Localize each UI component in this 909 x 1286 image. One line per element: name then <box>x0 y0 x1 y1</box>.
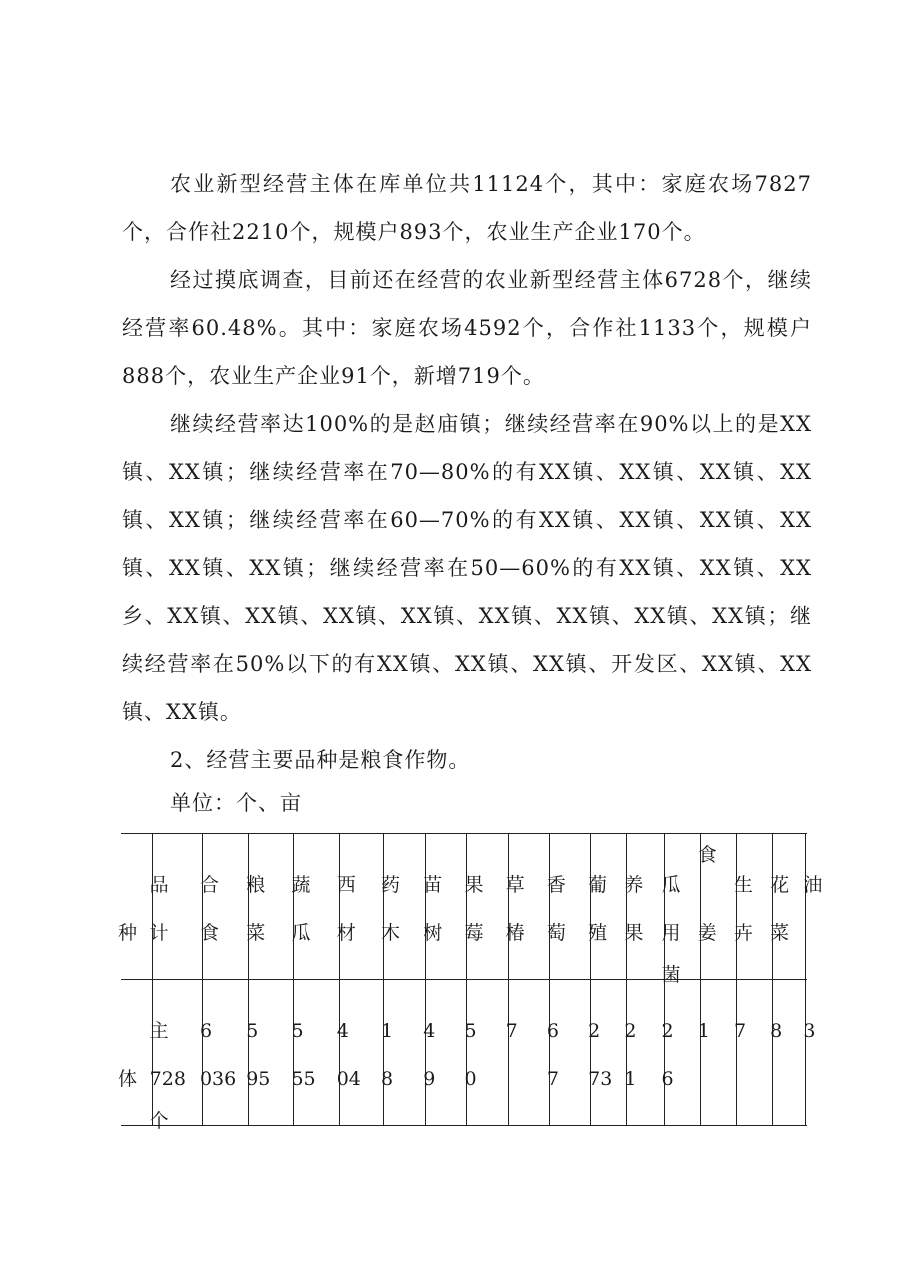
header-text: 养 <box>624 874 644 896</box>
paragraph-continuation-rates: 继续经营率达100%的是赵庙镇；继续经营率在90%以上的是XX镇、XX镇；继续经营率在70—80%的有XX镇、XX镇、XX镇、XX镇、XX镇；继续经营率在60—70%的有XX镇、XX镇、XX镇、XX镇、XX镇、XX镇；继续经营率在50—60%的有XX镇、XX镇、XX乡、XX镇、XX镇、XX镇、XX镇、XX镇、XX镇、XX镇、XX镇；继续经营率在50%以下的有XX镇、XX镇、XX镇、开发区、XX镇、XX镇、XX镇。 <box>122 412 812 724</box>
variety-statistics-table <box>118 833 823 1132</box>
header-cell <box>661 834 700 986</box>
header-text: 西 <box>336 874 356 896</box>
section-heading-main-varieties: 2、经营主要品种是粮食作物。 <box>170 748 471 772</box>
value-cell <box>246 980 294 1126</box>
value-text: 6 <box>199 1020 213 1042</box>
header-text: 食 <box>199 922 219 944</box>
value-text: 8 <box>380 1068 394 1090</box>
value-text: 04 <box>336 1068 361 1090</box>
header-text: 药 <box>380 874 400 896</box>
header-text: 萄 <box>546 922 566 944</box>
value-cell <box>464 980 508 1126</box>
header-cell <box>803 834 823 980</box>
header-text: 葡 <box>588 874 608 896</box>
header-cell <box>624 834 664 980</box>
header-text: 生 <box>733 874 753 896</box>
header-text: 油 <box>803 874 823 896</box>
header-cell <box>770 834 806 980</box>
header-cell <box>380 834 425 980</box>
value-text: 体 <box>118 1068 138 1090</box>
table-value-row <box>121 980 807 1126</box>
value-text: 5 <box>464 1020 477 1042</box>
header-text: 种 <box>118 922 138 944</box>
header-text: 姜 <box>697 922 717 944</box>
header-text: 树 <box>423 922 443 944</box>
value-text: 主 <box>149 1020 169 1042</box>
header-text: 食 <box>697 844 717 866</box>
header-cell <box>697 834 736 980</box>
header-text: 木 <box>380 922 400 944</box>
header-cell <box>199 834 248 980</box>
value-text: 95 <box>246 1068 271 1090</box>
value-text: 1 <box>624 1068 637 1090</box>
value-cell <box>803 980 816 1126</box>
header-cell <box>733 834 772 980</box>
value-text: 8 <box>770 1020 783 1042</box>
value-text: 4 <box>336 1020 349 1042</box>
value-text: 个 <box>149 1110 169 1132</box>
value-cell <box>505 980 549 1126</box>
header-cell <box>291 834 339 980</box>
value-cell <box>118 980 152 1126</box>
value-cell <box>336 980 383 1126</box>
header-text: 瓜 <box>291 922 311 944</box>
header-cell <box>118 834 152 980</box>
header-cell <box>505 834 549 980</box>
value-text: 2 <box>661 1020 674 1042</box>
header-text: 苗 <box>423 874 443 896</box>
value-cell <box>624 980 664 1126</box>
value-text: 5 <box>246 1020 259 1042</box>
paragraph-stock-units: 农业新型经营主体在库单位共11124个，其中：家庭农场7827个，合作社2210个，规模户893个，农业生产企业170个。 <box>122 172 812 244</box>
header-text: 花 <box>770 874 790 896</box>
value-text: 55 <box>291 1068 316 1090</box>
value-text: 6 <box>546 1020 559 1042</box>
value-text: 9 <box>423 1068 436 1090</box>
value-cell <box>661 980 700 1126</box>
header-cell <box>246 834 294 980</box>
header-cell <box>149 834 202 980</box>
value-text: 6 <box>661 1068 674 1090</box>
value-text: 4 <box>423 1020 436 1042</box>
paragraph-survey-result: 经过摸底调查，目前还在经营的农业新型经营主体6728个，继续经营率60.48%。其中：家庭农场4592个，合作社1133个，规模户888个，农业生产企业91个，新增719个。 <box>122 268 812 388</box>
value-text: 7 <box>546 1068 559 1090</box>
header-text: 香 <box>546 874 566 896</box>
header-text: 计 <box>149 922 169 944</box>
value-text: 036 <box>199 1068 237 1090</box>
header-text: 菜 <box>770 922 790 944</box>
value-cell <box>149 980 202 1132</box>
table-header-row <box>121 834 807 980</box>
header-text: 用 <box>661 922 681 944</box>
value-text: 5 <box>291 1020 304 1042</box>
header-cell <box>464 834 508 980</box>
header-text: 合 <box>199 874 219 896</box>
header-text: 粮 <box>246 874 266 896</box>
header-text: 卉 <box>733 922 753 944</box>
header-text: 瓜 <box>661 874 681 896</box>
header-text: 草 <box>505 874 525 896</box>
value-text: 1 <box>697 1020 710 1042</box>
header-cell <box>588 834 627 980</box>
value-text: 2 <box>588 1020 601 1042</box>
value-text: 7 <box>733 1020 747 1042</box>
value-text: 73 <box>588 1068 613 1090</box>
header-text: 菜 <box>246 922 266 944</box>
header-cell <box>423 834 467 980</box>
value-cell <box>770 980 806 1126</box>
header-text: 果 <box>624 922 644 944</box>
header-text: 菌 <box>661 964 681 986</box>
header-text: 莓 <box>464 922 484 944</box>
header-text: 品 <box>149 874 169 896</box>
value-cell <box>423 980 467 1126</box>
value-cell <box>380 980 425 1126</box>
unit-label: 单位：个、亩 <box>170 791 302 815</box>
value-cell <box>546 980 590 1126</box>
header-text: 椿 <box>505 922 525 944</box>
value-text: 728 <box>149 1068 186 1090</box>
header-text: 殖 <box>588 922 608 944</box>
value-cell <box>199 980 248 1126</box>
value-text: 0 <box>464 1068 477 1090</box>
header-cell <box>546 834 590 980</box>
value-cell <box>733 980 772 1126</box>
value-cell <box>291 980 339 1126</box>
header-text: 蔬 <box>291 874 311 896</box>
value-text: 7 <box>505 1020 518 1042</box>
value-text: 3 <box>803 1020 816 1042</box>
header-cell <box>336 834 383 980</box>
value-cell <box>697 980 736 1126</box>
value-cell <box>588 980 627 1126</box>
value-text: 2 <box>624 1020 637 1042</box>
header-text: 材 <box>336 922 356 944</box>
header-text: 果 <box>464 874 484 896</box>
value-text: 1 <box>380 1020 394 1042</box>
